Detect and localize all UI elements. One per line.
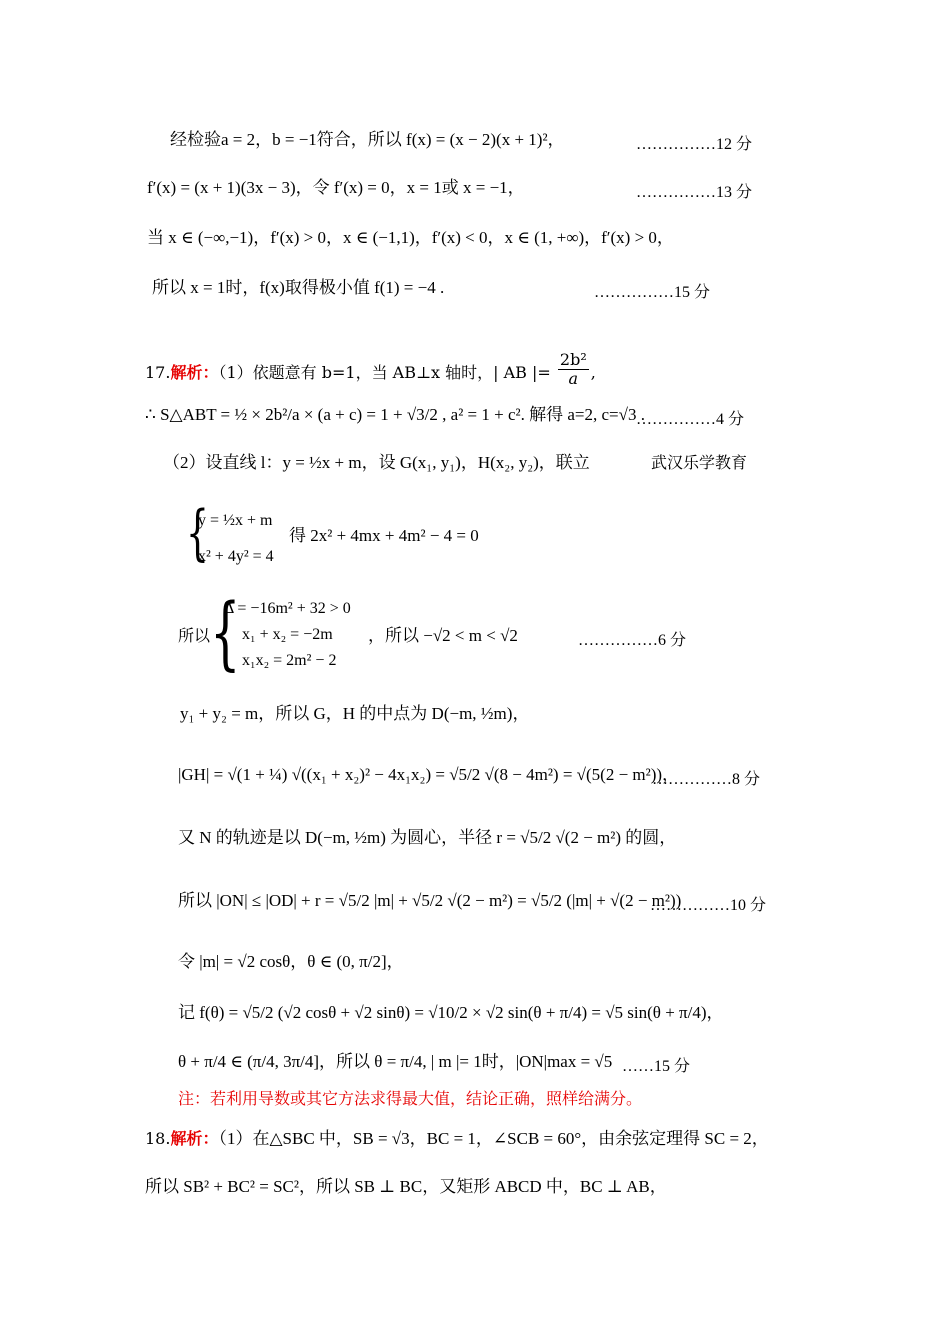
score-8: ……………8 分 bbox=[652, 771, 761, 788]
line-substitution: 令 |m| = √2 cosθ，θ ∈ (0, π/2]， bbox=[178, 952, 404, 971]
system2-brace: { bbox=[210, 586, 241, 679]
system2-eq1: Δ = −16m² + 32 > 0 bbox=[224, 600, 351, 617]
grading-note: 注：若利用导数或其它方法求得最大值，结论正确，照样给满分。 bbox=[178, 1089, 643, 1108]
system2-result: ，所以 −√2 < m < √2 bbox=[368, 626, 518, 645]
system2-eq3: x₁x₂ = 2m² − 2 bbox=[242, 652, 337, 669]
line-on-bound: 所以 |ON| ≤ |OD| + r = √5/2 |m| + √5/2 √(2 − m²) = √5/2 (|m| + √(2 − m²)) bbox=[178, 891, 682, 910]
line-f-theta: 记 f(θ) = √5/2 (√2 cosθ + √2 sinθ) = √10/2 × √2 sin(θ + π/4) = √5 sin(θ + π/4)， bbox=[178, 1003, 724, 1022]
q17-line-setup: （2）设直线 l：y = ½x + m，设 G(x₁, y₁)，H(x₂, y₂)，联立 bbox=[163, 453, 590, 472]
q17-number: 17. bbox=[145, 363, 171, 382]
q18-line2: 所以 SB² + BC² = SC²，所以 SB ⊥ BC，又矩形 ABCD 中，BC ⊥ AB， bbox=[145, 1177, 667, 1196]
system2-eq2: x₁ + x₂ = −2m bbox=[242, 626, 333, 643]
line-derivative: f′(x) = (x + 1)(3x − 3)，令 f′(x) = 0，x = 1或 x = −1， bbox=[147, 178, 525, 197]
score-15b: ……15 分 bbox=[622, 1058, 691, 1075]
q18-text1: （1）在△SBC 中，SB = √3，BC = 1，∠SCB = 60°，由余弦定理得 SC = 2， bbox=[218, 1129, 769, 1148]
score-15a: ……………15 分 bbox=[594, 284, 711, 301]
line-verify: 经检验a = 2，b = −1符合，所以 f(x) = (x − 2)(x + 1)²， bbox=[170, 130, 565, 149]
system1-brace: { bbox=[186, 498, 209, 568]
system1 bbox=[198, 508, 274, 570]
system1-eq2: x² + 4y² = 4 bbox=[198, 548, 274, 565]
score-4: ……………4 分 bbox=[636, 411, 745, 428]
so-label: 所以 bbox=[178, 626, 211, 645]
score-6: ……………6 分 bbox=[578, 632, 687, 649]
q17-label: 解析： bbox=[170, 363, 219, 382]
q17-ab-fraction: $\frac{\text{2b²}}{a}$ bbox=[559, 350, 587, 388]
line-midpoint: y₁ + y₂ = m，所以 G，H 的中点为 D(−m, ½m)， bbox=[180, 704, 530, 723]
q18-line1 bbox=[145, 1129, 769, 1149]
score-12: ……………12 分 bbox=[636, 136, 753, 153]
line-minimum: 所以 x = 1时，f(x)取得极小值 f(1) = −4 . bbox=[152, 278, 445, 297]
q18-number: 18. bbox=[145, 1129, 171, 1148]
system1-eq1: y = ½x + m bbox=[198, 512, 273, 529]
q17-part1: （1）依题意有 b=1，当 AB⊥x 轴时，| AB |= bbox=[218, 363, 556, 382]
line-trajectory: 又 N 的轨迹是以 D(−m, ½m) 为圆心，半径 r = √5/2 √(2 − m²) 的圆， bbox=[178, 828, 677, 847]
q17-area-line: ∴ S△ABT = ½ × 2b²/a × (a + c) = 1 + √3/2 , a² = 1 + c². 解得 a=2, c=√3 . bbox=[145, 405, 645, 424]
score-10: ……………10 分 bbox=[650, 897, 767, 914]
line-monotonic: 当 x ∈ (−∞,−1)，f′(x) > 0，x ∈ (−1,1)，f′(x) < 0，x ∈ (1, +∞)，f′(x) > 0， bbox=[147, 228, 674, 247]
score-13: ……………13 分 bbox=[636, 184, 753, 201]
system2 bbox=[224, 596, 351, 674]
q17-watermark-tag: 武汉乐学教育 bbox=[651, 453, 748, 472]
q18-label: 解析： bbox=[170, 1129, 219, 1148]
line-final-max: θ + π/4 ∈ (π/4, 3π/4]，所以 θ = π/4, | m |= 1时，|ON|max = √5 bbox=[178, 1052, 613, 1071]
q17-header: 17.解析：（1）依题意有 b=1，当 AB⊥x 轴时，| AB |= $\frac{\text{2b²}}{a}$ , bbox=[145, 350, 596, 388]
system1-result: 得 2x² + 4mx + 4m² − 4 = 0 bbox=[289, 526, 479, 545]
line-gh-length: |GH| = √(1 + ¼) √((x₁ + x₂)² − 4x₁x₂) = √5/2 √(8 − 4m²) = √(5(2 − m²))， bbox=[178, 765, 680, 784]
